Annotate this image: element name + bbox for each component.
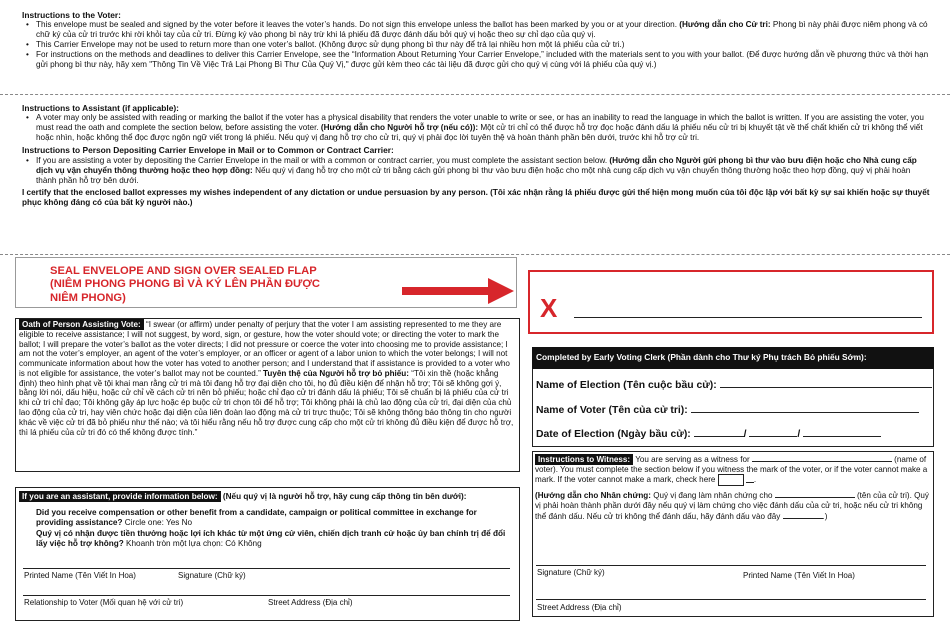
voter-name-row: Name of Voter (Tên của cử tri):: [536, 403, 919, 418]
witness-signature-label: Signature (Chữ ký): [537, 568, 605, 577]
divider-2: [0, 254, 950, 255]
assistant-signature-label: Signature (Chữ ký): [178, 571, 246, 580]
assistant-instructions-title: Instructions to Assistant (if applicable):: [22, 103, 179, 113]
assistant-relationship-label: Relationship to Voter (Mối quan hệ với cử tri): [24, 598, 184, 607]
arrow-right-icon: [402, 278, 514, 304]
voter-instructions: [22, 10, 932, 70]
assistant-info-header: If you are an assistant, provide information below: (Nếu quý vị là người hỗ trợ, hãy cung cấp thông tin bên dưới):: [19, 492, 517, 502]
election-name-input[interactable]: [720, 378, 932, 388]
clerk-header: Completed by Early Voting Clerk (Phần dành cho Thư ký Phụ trách Bỏ phiếu Sớm):: [532, 347, 934, 369]
witness-voter-name-input-vi[interactable]: [775, 490, 855, 498]
assistant-printed-name-label: Printed Name (Tên Viết In Hoa): [24, 571, 136, 580]
compensation-choice-en[interactable]: Circle one: Yes No: [124, 518, 193, 528]
witness-signature-line[interactable]: [536, 565, 926, 566]
witness-street-label: Street Address (Địa chỉ): [537, 603, 622, 612]
assistant-instructions: [22, 103, 932, 208]
signature-x-mark: X: [540, 293, 558, 323]
witness-cannot-mark-input-vi[interactable]: [783, 511, 823, 519]
assistant-street-label: Street Address (Địa chỉ): [268, 598, 353, 607]
seal-instruction: SEAL ENVELOPE AND SIGN OVER SEALED FLAP (NIÊM PHONG PHONG BÌ VÀ KÝ LÊN PHẦN ĐƯỢC NIÊM PHONG): [50, 265, 320, 304]
voter-bullet-3: • For instructions on the methods and deadlines to deliver this Carrier Envelope, see the “Information About Returning Your Carrier Envelope,” included with the materials sent to you with your ballot. (Để được hướng dẫn về phương thức và thời hạn gửi phong bì thư này, hãy xem "Thông Tin Về Việc Trả Lại Phong Bì Thư Của Quý Vị," được gửi kèm theo các tài liệu đã được gửi cho quý vị cùng với lá phiếu của quý vị.): [22, 50, 932, 70]
voter-bullet-2: • This Carrier Envelope may not be used to return more than one voter’s ballot. (Không được sử dụng phong bì thư này để trả lại nhiều hơn một lá phiếu của cử tri.): [22, 40, 932, 50]
depositing-instructions-title: Instructions to Person Depositing Carrier Envelope in Mail or to Common or Contract Carrier:: [22, 145, 394, 156]
oath-label: Oath of Person Assisting Vote:: [19, 319, 144, 330]
compensation-question: Did you receive compensation or other benefit from a candidate, campaign or political committee in exchange for providing assistance? Circle one: Yes No Quý vị có nhận được tiền thưởng hoặc lợi ích khác từ một ứng cử viên, chiến dịch tranh cử hoặc ủy ban chính trị để đổi lấy việc hỗ trợ không? Khoanh tròn một lựa chọn: Có Không: [36, 508, 506, 548]
assistant-relationship-line[interactable]: [23, 595, 510, 596]
voter-bullet-1: • This envelope must be sealed and signed by the voter before it leaves the voter’s hands. Do not sign this envelope unless the ballot has been marked by you or at your direction. (Hướng dẫn cho Cử tri: Phong bì này phải được niêm phong và có chữ ký của cử tri trước khi rời khỏi tay của cử tri. Đừng ký vào phong bì này trừ khi lá phiếu đã được đánh dấu bởi quý vị hoặc theo sự chỉ dạo của quý vị.: [22, 20, 932, 40]
election-date-day[interactable]: [749, 427, 797, 437]
election-name-row: Name of Election (Tên cuộc bầu cử):: [536, 378, 932, 393]
election-date-month[interactable]: [694, 427, 744, 437]
compensation-choice-vi[interactable]: Khoanh tròn một lựa chọn: Có Không: [126, 538, 262, 548]
assistant-bullet-1: • A voter may only be assisted with reading or marking the ballot if the voter has a physical disability that renders the voter unable to write or see, or has an inability to read the language in which the ballot is written. If you are assisting the voter, you must read the oath and complete the section below, before assisting the voter. (Hướng dẫn cho Người hỗ trợ (nếu có)): Một cử tri chỉ có thể được hỗ trợ đọc hoặc đánh dấu lá phiếu nếu cử tri bị khuyết tật về thể chất khiến cử tri không thể viết hoặc nhìn, hoặc không thể đọc được ngôn ngữ viết trong lá phiếu. Nếu quý vị đang hỗ trợ cho cử tri, quý vị phải đọc lời tuyên thệ và hoàn thành phần bên dưới, trước khi hỗ trợ cử tri.: [22, 113, 932, 143]
witness-voter-name-input[interactable]: [752, 454, 892, 462]
election-date-year[interactable]: [803, 427, 881, 437]
witness-printed-name-label: Printed Name (Tên Viết In Hoa): [743, 571, 855, 580]
certify-statement: I certify that the enclosed ballot expresses my wishes independent of any dictation or undue persuasion by any person. (Tôi xác nhận rằng lá phiếu được gửi thể hiện mong muốn của tôi độc lập với bất kỳ sự sai khiến hoặc sự thuyết phục không đáng có của bất kỳ người nào.): [22, 187, 930, 207]
election-date-row: Date of Election (Ngày bầu cử): / /: [536, 427, 881, 442]
divider-1: [0, 94, 950, 95]
depositing-bullet-1: • If you are assisting a voter by depositing the Carrier Envelope in the mail or with a common or contract carrier, you must complete the assistant section below. (Hướng dẫn cho Người gửi phong bì thư vào bưu điện hoặc cho Nhà cung cấp dịch vụ vận chuyển thông thường hoặc theo hợp đồng: Nếu quý vị đang hỗ trợ cho một cử tri bằng cách gửi phong bì thư vào bưu điện hoặc cho một nhà cung cấp dịch vụ vận chuyển thông thường hoặc theo hợp đồng, quý vị phải hoàn thành phần hỗ trợ bên dưới.: [22, 156, 932, 186]
signature-line: [574, 317, 922, 318]
witness-label: Instructions to Witness:: [535, 454, 633, 465]
witness-text: Instructions to Witness: You are serving as a witness for (name of voter). You must complete the section below if you witness the mark of the voter, or if the voter cannot make a mark. If the voter cannot make a mark, check here . (Hướng dẫn cho Nhân chứng: Quý vị đang làm nhân chứng cho (tên của cử tri). Quý vị phải hoàn thành phần dưới đây nếu quý vị làm chứng cho việc đánh dấu của cử tri, hoặc nếu cử tri không thể đánh dấu. Nếu cử tri không thể đánh dấu, hãy đánh dấu vào đây .): [535, 455, 929, 521]
witness-street-line[interactable]: [536, 599, 926, 600]
voter-instructions-title: Instructions to the Voter:: [22, 10, 121, 20]
oath-text: Oath of Person Assisting Vote: “I swear (or affirm) under penalty of perjury that the voter I am assisting represented to me they are eligible to receive assistance; I will not suggest, by word, sign, or gesture, how the voter should vote; or directing the voter to mark the ballot; I will prepare the voter’s ballot as the voter directs; I did not pressure or coerce the voter into choosing me to provide assistance; I am not the voter’s employer, an agent of the voter’s employer, or an officer or agent of a labor union to which the voter belongs; I will not communicate information about how the voter has voted to another person; and I understand that if assistance is provided to a voter who is not eligible for assistance, the voter’s ballot may not be counted.” Tuyên thệ của Người hỗ trợ bỏ phiếu: “Tôi xin thề (hoặc khẳng định) theo hình phạt về tội khai man rằng cử tri mà tôi đang hỗ trợ đại diện cho tôi, họ đủ điều kiện để nhận hỗ trợ; Tôi sẽ không gợi ý, bằng lời nói, dấu hiệu, hoặc cử chỉ về cách cử tri nên bỏ phiếu; hoặc chỉ đạo cử tri đánh dấu lá phiếu; Tôi sẽ chuẩn bị lá phiếu của cử tri khi cử tri chỉ đạo; Tôi không gây áp lực hoặc ép buộc cử tri chọn tôi để hỗ trợ; Tôi không phải là chủ lao động của cử tri, đại diện của chủ lao động của cử tri, hay viên chức hoặc đại diện của liên đoàn lao động mà cử tri trực thuộc; Tôi sẽ không thông báo thông tin cho người khác về việc cử tri đã bỏ phiếu như thế nào; và tôi hiểu rằng nếu hỗ trợ được cung cấp cho một cử tri không đủ điều kiện để được hỗ trợ, thì lá phiếu của cử tri đó có thể không được tính.”: [19, 320, 514, 437]
witness-cannot-mark-checkbox[interactable]: [718, 474, 744, 486]
assistant-info-label: If you are an assistant, provide information below:: [19, 491, 221, 502]
voter-name-input[interactable]: [691, 403, 919, 413]
signature-box[interactable]: [528, 270, 934, 334]
assistant-name-line[interactable]: [23, 568, 510, 569]
